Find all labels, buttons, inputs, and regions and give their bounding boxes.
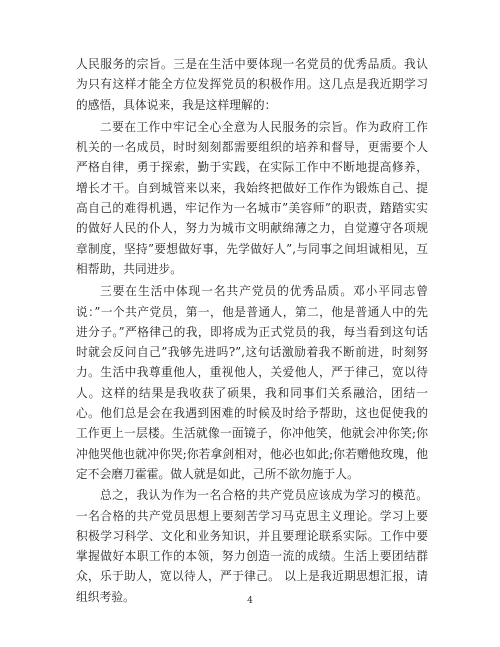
- paragraph-life: 三要在生活中体现一名共产党员的优秀品质。邓小平同志曾说：”一个共产党员，第一，他是普通人，第二，他是普通人中的先进分子。”严格律己的我，即将成为正式党员的我，每当看到这句话时就会反问自己”我够先进吗?”,这句话激励着我不断前进，时刻努力。生活中我尊重他人，重视他人，关爱他人，严于律己，宽以待人。这样的结果是我收获了硕果，我和同事们关系融洽，团结一心。他们总是会在我遇到困难的时候及时给予帮助，这也促使我的工作更上一层楼。生活就像一面镜子，你冲他笑，他就会冲你笑;你冲他哭他也就冲你哭;你若拿剑相对，他必也如此;你若赠他玫瑰，他定不会磨刀霍霍。做人就是如此，己所不欲勿施于人。: [76, 284, 428, 481]
- body-text: [76, 54, 428, 607]
- paragraph-conclusion: 总之，我认为作为一名合格的共产党员应该成为学习的模范。一名合格的共产党员思想上要刻苦学习马克思主义理论。学习上要积极学习科学、文化和业务知识，并且要理论联系实际。工作中要掌握做好本职工作的本领，努力创造一流的成绩。生活上要团结群众，乐于助人，宽以待人，严于律己。 以上是我近期思想汇报，请组织考验。: [76, 488, 428, 604]
- page-number: 4: [247, 596, 253, 606]
- paragraph-continuation: 人民服务的宗旨。三是在生活中要体现一名党员的优秀品质。我认为只有这样才能全方位发挥党员的积极作用。这几点是我近期学习的感悟，具体说来，我是这样理解的：: [76, 57, 428, 112]
- paragraph-work: 二要在工作中牢记全心全意为人民服务的宗旨。作为政府工作机关的一名成员，时时刻刻都需要组织的培养和督导，更需要个人严格自律，勇于探索，勤于实践，在实际工作中不断地提高修养，增长才干。自到城管来以来，我始终把做好工作作为锻炼自己、提高自己的难得机遇，牢记作为一名城市”美容师”的职责，踏踏实实的做好人民的仆人，努力为城市文明献绵薄之力，自觉遵守各项规章制度，坚持”要想做好事，先学做好人”,与同事之间坦诚相见，互相帮助，共同进步。: [76, 119, 428, 276]
